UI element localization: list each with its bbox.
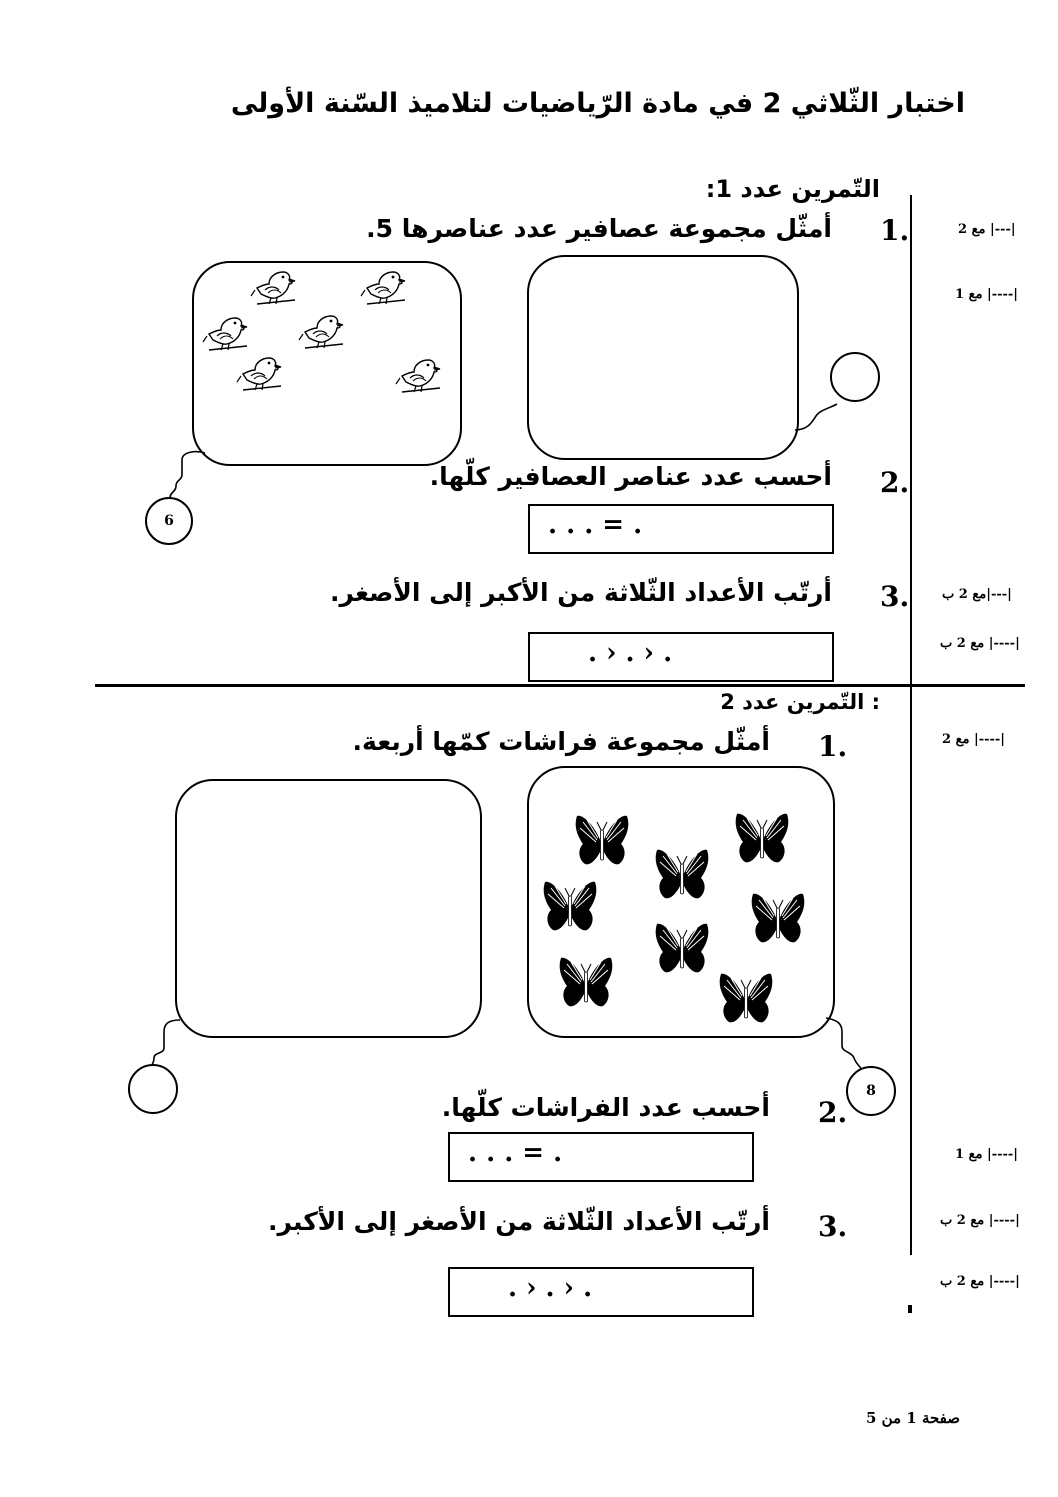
question-number: 2. (818, 1096, 848, 1129)
bird-icon (299, 316, 343, 348)
question-number: 3. (880, 580, 910, 613)
bird-icon (237, 358, 281, 390)
page-title: اختبار الثّلاثي 2 في مادة الرّياضيات لتلاميذ السّنة الأولى (230, 88, 965, 119)
exercise-2-heading: : التّمرين عدد 2 (720, 690, 880, 714)
criteria-item: مع 1 |----| (955, 1147, 1019, 1162)
butterfly-icon (560, 958, 613, 1007)
bird-icon (251, 272, 295, 304)
answer-template: . › . › . (508, 1273, 593, 1303)
margin-line (910, 195, 912, 1255)
bird-icon (203, 318, 247, 350)
page-footer: صفحة 1 من 5 (865, 1409, 960, 1427)
butterfly-icon (576, 816, 629, 865)
question-number: 2. (880, 466, 910, 499)
answer-template: . . . = . (548, 510, 643, 540)
criteria-item: مع 2 |---| (958, 222, 1016, 237)
answer-box-sum[interactable] (528, 504, 834, 554)
criteria-item: مع 2 ب |----| (940, 1274, 1020, 1289)
answer-bubble[interactable] (128, 1064, 178, 1114)
count-value: 6 (164, 513, 174, 529)
question-text: أمثّل مجموعة عصافير عدد عناصرها 5. (366, 214, 832, 243)
criteria-item: مع 2 |----| (942, 732, 1006, 747)
answer-template: . . . = . (468, 1138, 563, 1168)
butterfly-icon (736, 814, 789, 863)
exercise-1-heading: التّمرين عدد 1: (705, 175, 880, 203)
question-text: أرتّب الأعداد الثّلاثة من الأصغر إلى الأكبر. (267, 1207, 770, 1236)
question-text: أحسب عدد عناصر العصافير كلّها. (429, 462, 832, 491)
criteria-item: مع 1 |----| (955, 287, 1019, 302)
butterfly-icon (656, 850, 709, 899)
birds-group (195, 262, 455, 460)
butterfly-icon (720, 974, 773, 1023)
question-number: 1. (818, 730, 848, 763)
answer-box-sum[interactable] (448, 1132, 754, 1182)
question-text: أرتّب الأعداد الثّلاثة من الأكبر إلى الأصغر. (329, 578, 832, 607)
criteria-item: مع 2 ب |----| (940, 1213, 1020, 1228)
count-value: 8 (866, 1083, 876, 1099)
answer-template: . › . › . (588, 638, 673, 668)
butterflies-group (529, 768, 829, 1032)
bird-icon (361, 272, 405, 304)
answer-box-order[interactable] (528, 632, 834, 682)
criteria-item: مع 2 ب |----| (940, 636, 1020, 651)
question-number: 1. (880, 214, 910, 247)
question-text: أحسب عدد الفراشات كلّها. (441, 1093, 770, 1122)
question-number: 3. (818, 1210, 848, 1243)
criteria-item: مع 2 ب|---| (942, 587, 1012, 602)
answer-bubble[interactable] (830, 352, 880, 402)
butterfly-icon (544, 882, 597, 931)
question-text: أمثّل مجموعة فراشات كمّها أربعة. (352, 727, 770, 756)
answer-box-order[interactable] (448, 1267, 754, 1317)
butterfly-icon (752, 894, 805, 943)
count-bubble (846, 1066, 896, 1116)
butterfly-icon (656, 924, 709, 973)
page-mark (908, 1305, 912, 1313)
count-bubble (145, 497, 193, 545)
bird-icon (396, 360, 440, 392)
section-divider (95, 684, 1025, 687)
draw-butterflies-box[interactable] (175, 779, 482, 1038)
